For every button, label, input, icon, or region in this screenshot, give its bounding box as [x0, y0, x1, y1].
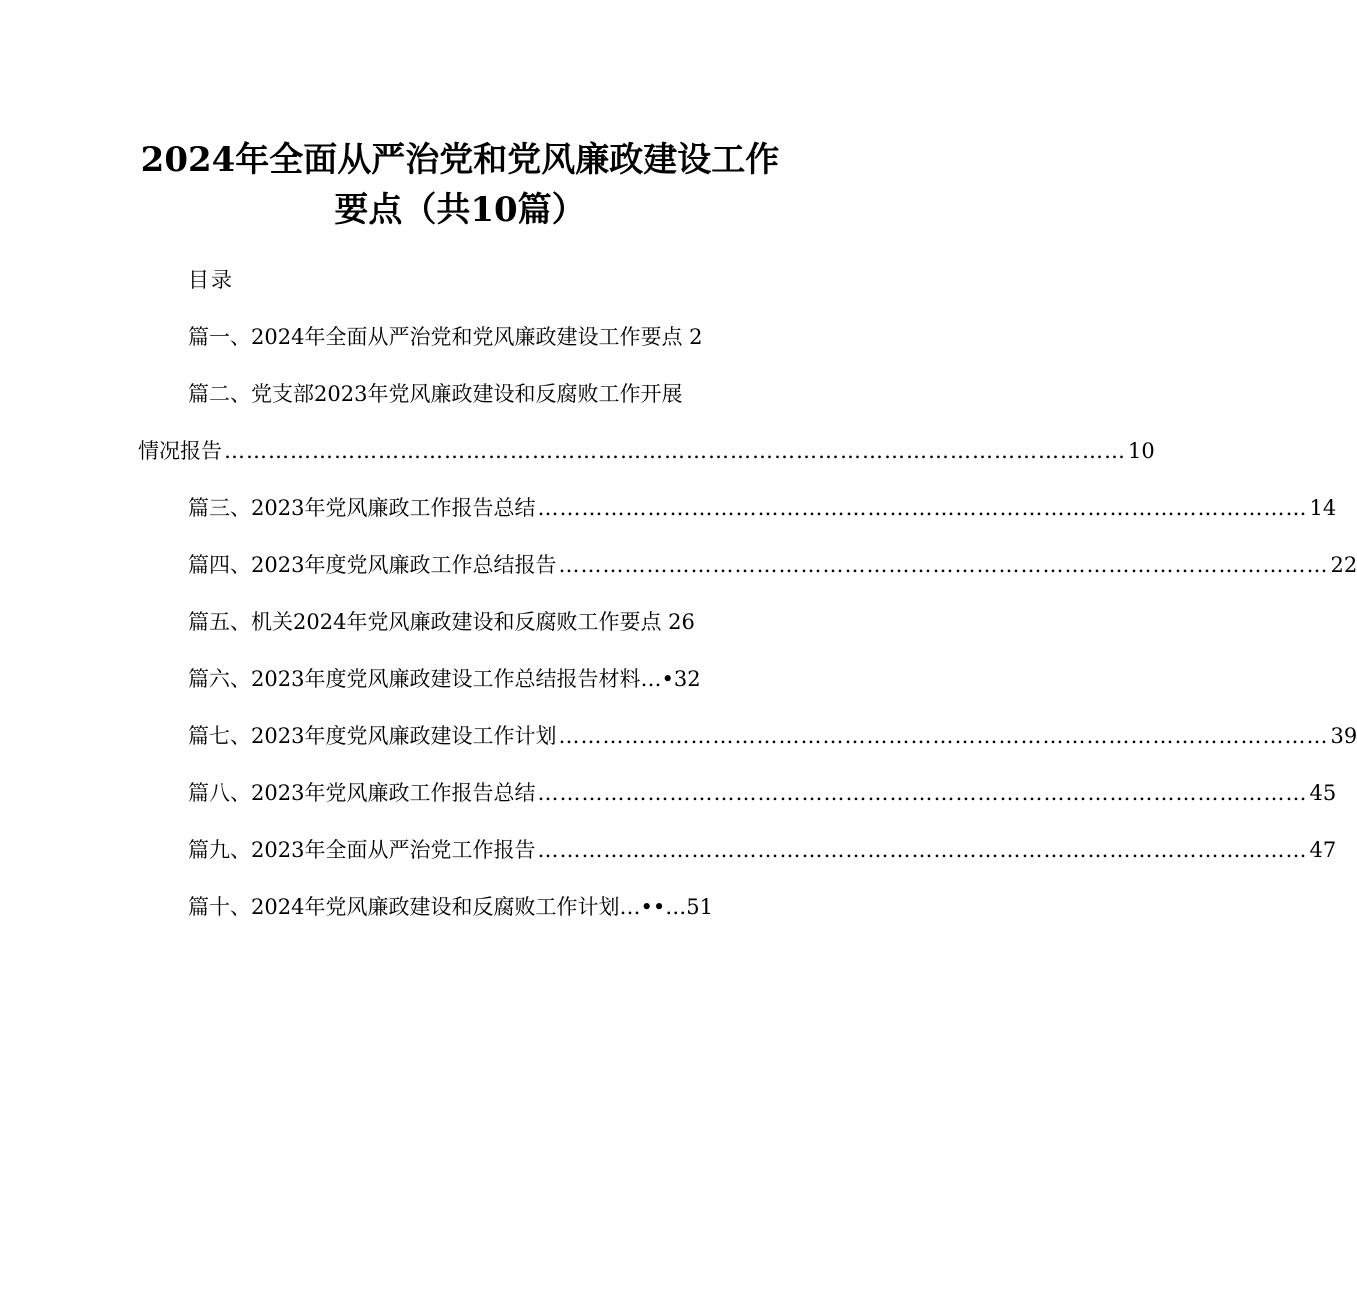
toc-entry-2-line-2[interactable] [138, 439, 1155, 463]
toc-page-number: 10 [1128, 439, 1155, 463]
toc-entry-label: 篇四、2023年度党风廉政工作总结报告 [188, 553, 557, 577]
toc-entry-3[interactable] [188, 496, 1337, 520]
toc-page-number: 14 [1309, 496, 1337, 520]
toc-dot-leader: …………………………………………………………………………………………… [558, 553, 1329, 577]
toc-page-number: 22 [1330, 553, 1357, 577]
document-title-line-2: 要点（共10篇） [334, 190, 586, 230]
toc-dot-leader: …………………………………………………………………………………………… [537, 838, 1308, 862]
toc-dot-leader: …………………………………………………………………………………………… [537, 781, 1308, 805]
toc-dot-leader: …………………………………………………………………………………………… [558, 724, 1329, 748]
toc-entry-label: 篇三、2023年党风廉政工作报告总结 [188, 496, 536, 520]
toc-entry-label: 篇七、2023年度党风廉政建设工作计划 [188, 724, 557, 748]
toc-entry-label: 篇八、2023年党风廉政工作报告总结 [188, 781, 536, 805]
toc-page-number: 45 [1309, 781, 1337, 805]
toc-entry-6[interactable]: 篇六、2023年度党风廉政建设工作总结报告材料…•32 [188, 667, 701, 691]
toc-entry-5[interactable]: 篇五、机关2024年党风廉政建设和反腐败工作要点 26 [188, 610, 695, 634]
toc-dot-leader: …………………………………………………………………………………………… [537, 496, 1308, 520]
toc-heading: 目录 [188, 268, 234, 292]
document-title-line-1: 2024年全面从严治党和党风廉政建设工作 [140, 140, 780, 180]
toc-entry-7[interactable] [188, 724, 1357, 748]
toc-entry-8[interactable] [188, 781, 1337, 805]
toc-page-number: 39 [1330, 724, 1357, 748]
toc-entry-label: 篇九、2023年全面从严治党工作报告 [188, 838, 536, 862]
toc-page-number: 47 [1309, 838, 1337, 862]
toc-entry-1[interactable]: 篇一、2024年全面从严治党和党风廉政建设工作要点 2 [188, 325, 703, 349]
toc-entry-10[interactable]: 篇十、2024年党风廉政建设和反腐败工作计划…••…51 [188, 895, 713, 919]
toc-entry-label: 情况报告 [138, 439, 222, 463]
toc-entry-9[interactable] [188, 838, 1337, 862]
toc-dot-leader: …………………………………………………………………………………………………………… [224, 439, 1126, 463]
toc-entry-4[interactable] [188, 553, 1357, 577]
toc-entry-2-line-1[interactable]: 篇二、党支部2023年党风廉政建设和反腐败工作开展 [188, 382, 683, 406]
